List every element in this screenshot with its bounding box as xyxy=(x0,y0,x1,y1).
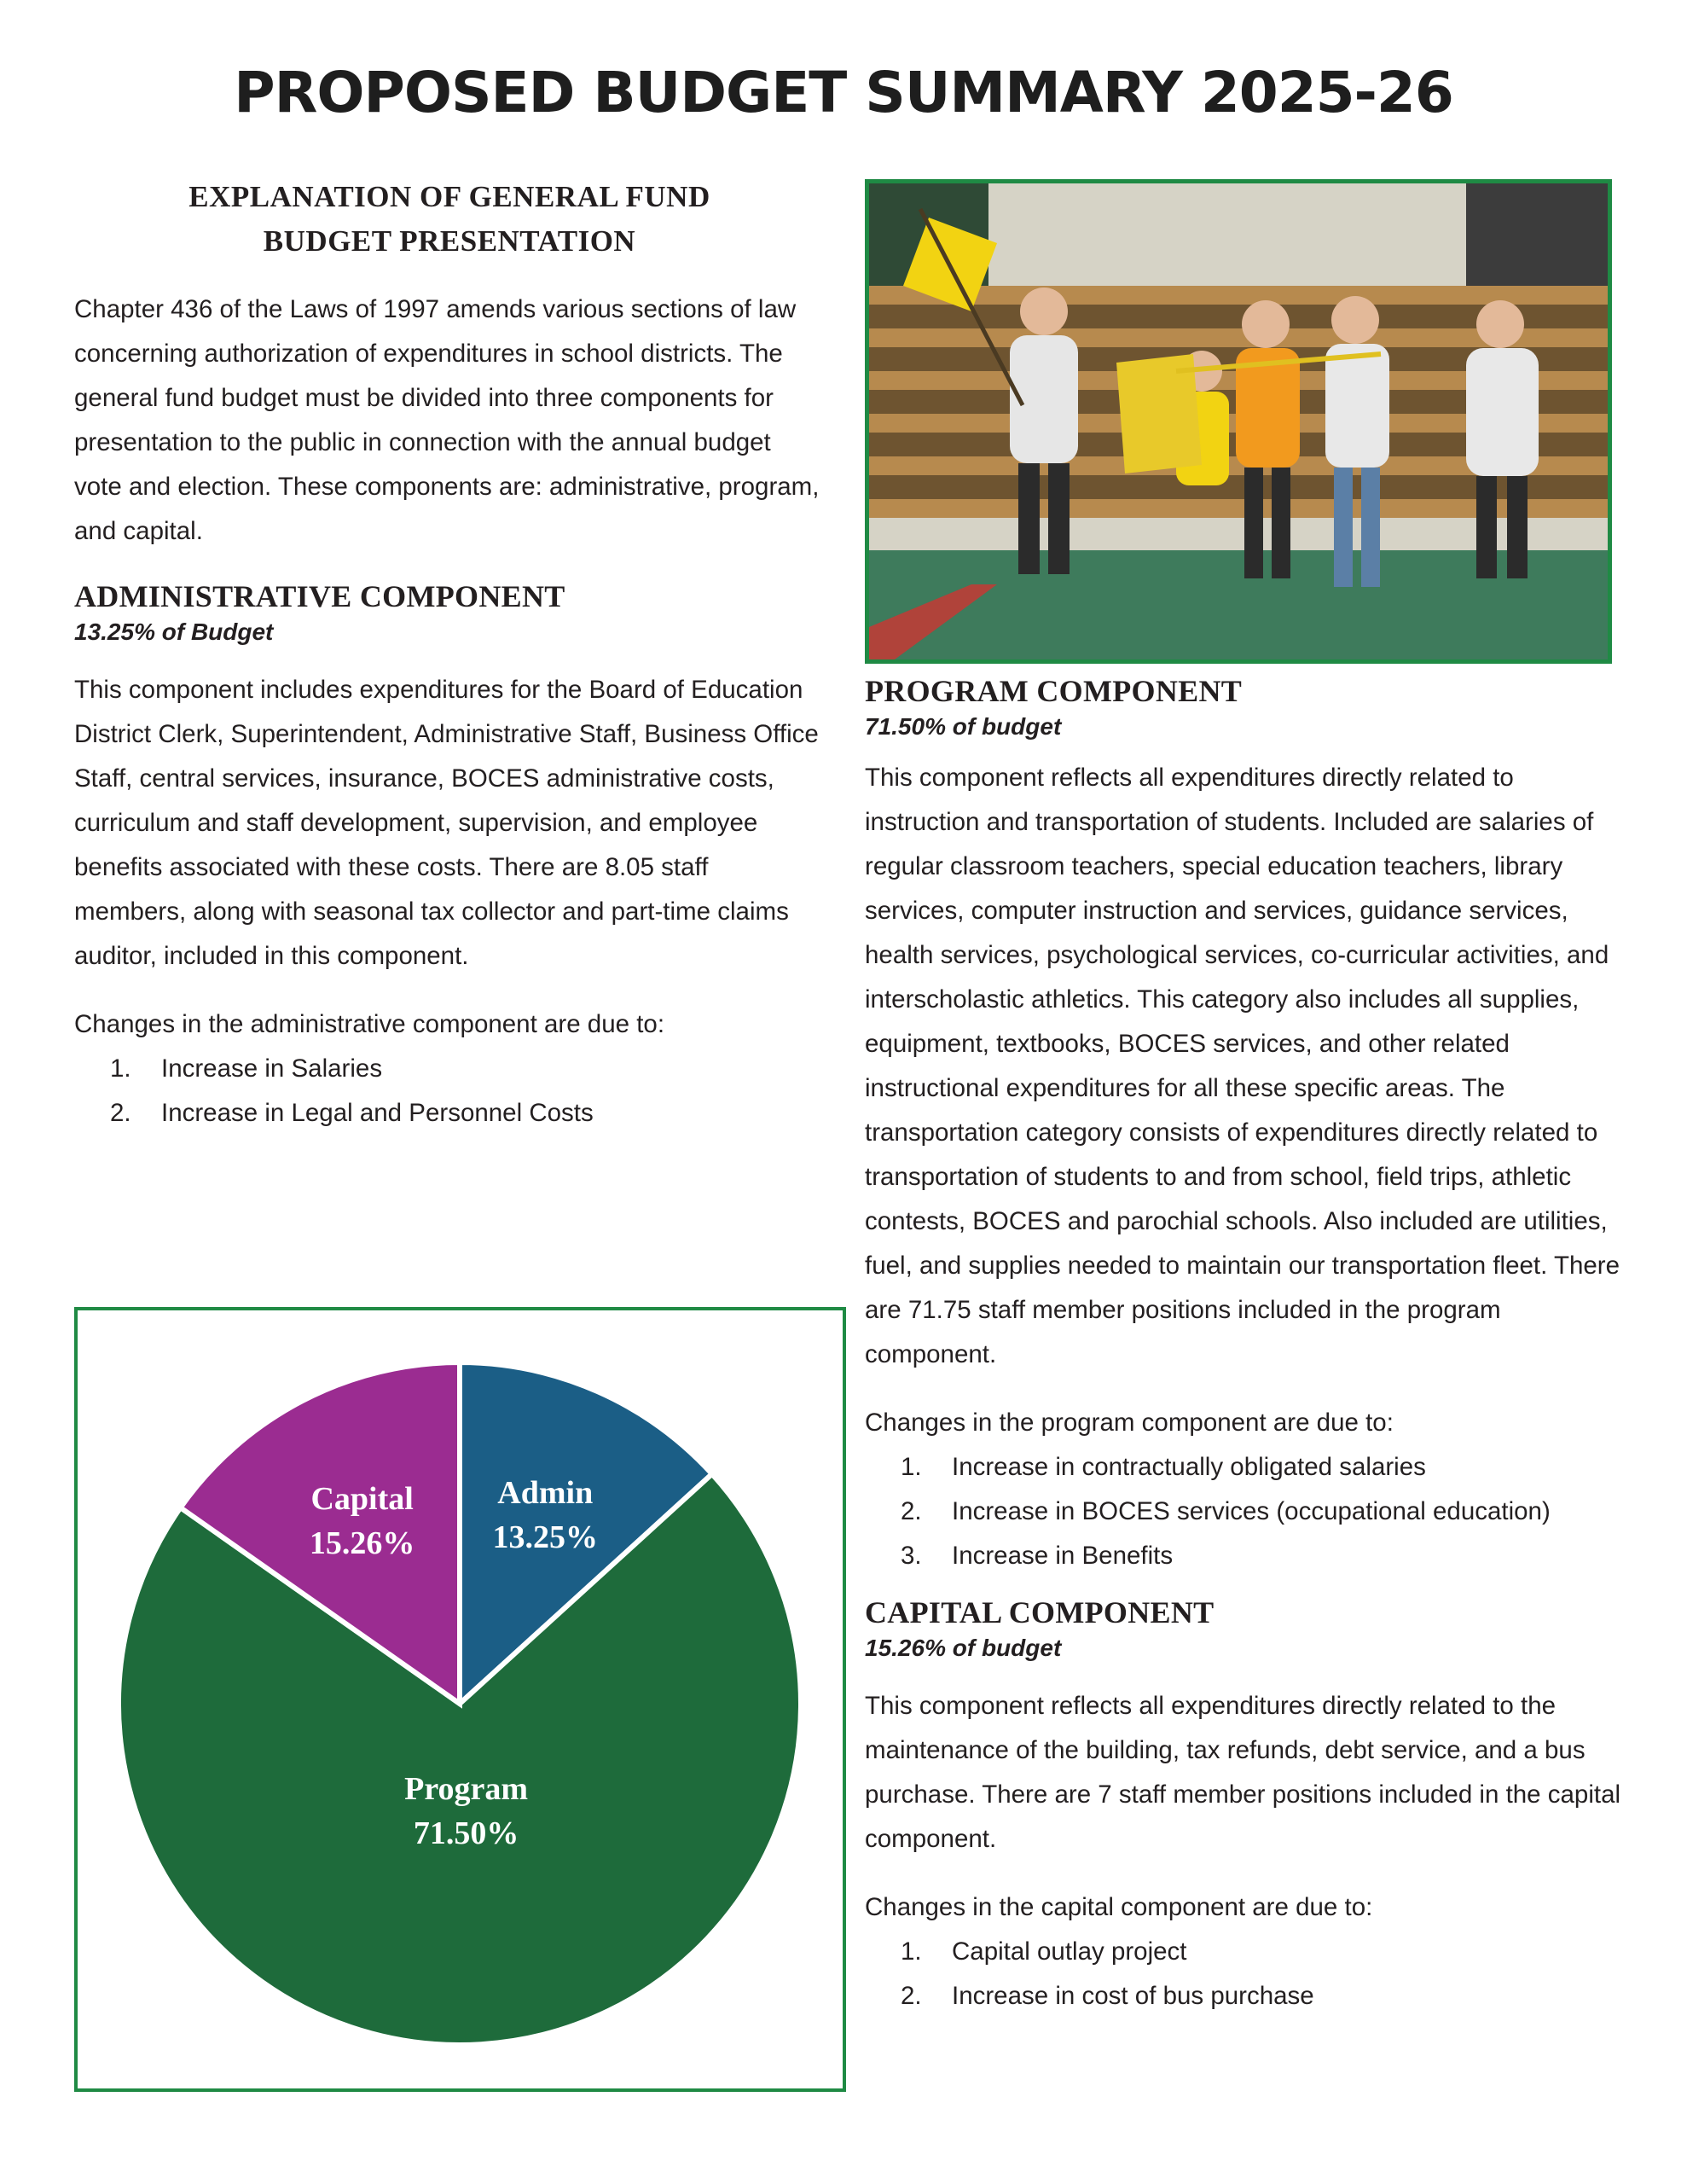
list-item xyxy=(865,1445,1624,1490)
explanation-heading-line2: BUDGET PRESENTATION xyxy=(263,224,636,258)
administrative-heading: ADMINISTRATIVE COMPONENT xyxy=(74,579,565,613)
program-percent: 71.50% of budget xyxy=(865,713,1062,740)
list-item xyxy=(74,1047,825,1091)
list-item xyxy=(865,1490,1624,1534)
list-item-number: 2. xyxy=(110,1099,131,1127)
pie-value-program: 71.50% xyxy=(413,1815,519,1851)
pie-label-program: Program xyxy=(404,1770,529,1807)
pie-chart-frame xyxy=(74,1307,846,2092)
list-item-text: Increase in Benefits xyxy=(952,1542,1174,1570)
pie-label-capital: Capital xyxy=(310,1480,414,1517)
pie-value-capital: 15.26% xyxy=(309,1525,415,1561)
list-item-text: Increase in cost of bus purchase xyxy=(952,1982,1314,2010)
list-item xyxy=(865,1534,1624,1578)
capital-body: This component reflects all expenditures directly related to the maintenance of the building, tax refunds, debt service, and a bus purchase. There are 7 staff member positions included in the capital component. xyxy=(865,1692,1621,1853)
list-item xyxy=(74,1091,825,1136)
list-item-number: 1. xyxy=(901,1937,922,1966)
capital-percent: 15.26% of budget xyxy=(865,1635,1062,1661)
list-item-text: Increase in Legal and Personnel Costs xyxy=(161,1099,594,1127)
left-column xyxy=(74,175,825,1136)
program-changes-list xyxy=(865,1445,1624,1578)
list-item xyxy=(865,1930,1624,1974)
list-item xyxy=(865,1974,1624,2018)
list-item-number: 2. xyxy=(901,1497,922,1525)
capital-heading: CAPITAL COMPONENT xyxy=(865,1595,1215,1629)
program-changes-intro: Changes in the program component are due to: xyxy=(865,1409,1394,1437)
explanation-heading xyxy=(74,175,825,264)
pie-value-admin: 13.25% xyxy=(492,1519,599,1556)
list-item-number: 2. xyxy=(901,1982,922,2010)
list-item-number: 1. xyxy=(901,1453,922,1481)
capital-changes-intro: Changes in the capital component are due to: xyxy=(865,1893,1373,1921)
administrative-changes-intro: Changes in the administrative component are due to: xyxy=(74,1010,665,1038)
program-heading: PROGRAM COMPONENT xyxy=(865,674,1243,708)
administrative-changes-list xyxy=(74,1047,825,1136)
list-item-number: 3. xyxy=(901,1542,922,1570)
administrative-percent: 13.25% of Budget xyxy=(74,619,274,645)
list-item-text: Capital outlay project xyxy=(952,1937,1187,1966)
pie-label-admin: Admin xyxy=(497,1475,594,1512)
students-photo xyxy=(865,179,1612,664)
list-item-text: Increase in Salaries xyxy=(161,1054,383,1083)
list-item-number: 1. xyxy=(110,1054,131,1083)
pie-chart xyxy=(78,1310,843,2088)
right-column xyxy=(865,179,1624,2018)
explanation-body: Chapter 436 of the Laws of 1997 amends various sections of law concerning authorization of expenditures in school districts. The general fund budget must be divided into three components for presentation to the public in connection with the annual budget vote and election. These components are: administrative, program, and capital. xyxy=(74,295,820,545)
page-title: PROPOSED BUDGET SUMMARY 2025-26 xyxy=(234,60,1453,125)
program-body: This component reflects all expenditures directly related to instruction and transportation of students. Included are salaries of regular classroom teachers, special education teachers, library services, computer instruction and services, guidance services, health services, psychological services, co-curricular activities, and interscholastic athletics. This category also includes all supplies, equipment, textbooks, BOCES services, and other related instructional expenditures for all these specific areas. The transportation category consists of expenditures directly related to transportation of students to and from school, field trips, athletic contests, BOCES and parochial schools. Also included are utilities, fuel, and supplies needed to maintain our transportation fleet. There are 71.75 staff member positions included in the program component. xyxy=(865,764,1620,1368)
list-item-text: Increase in contractually obligated salaries xyxy=(952,1453,1426,1481)
explanation-heading-line1: EXPLANATION OF GENERAL FUND xyxy=(188,180,710,213)
administrative-body: This component includes expenditures for the Board of Education District Clerk, Superintendent, Administrative Staff, Business Office Staff, central services, insurance, BOCES administrative costs, curriculum and staff development, supervision, and employee benefits associated with these costs. There are 8.05 staff members, along with seasonal tax collector and part-time claims auditor, included in this component. xyxy=(74,676,819,970)
students-photo-image xyxy=(869,183,1608,659)
list-item-text: Increase in BOCES services (occupational education) xyxy=(952,1497,1551,1525)
capital-changes-list xyxy=(865,1930,1624,2018)
